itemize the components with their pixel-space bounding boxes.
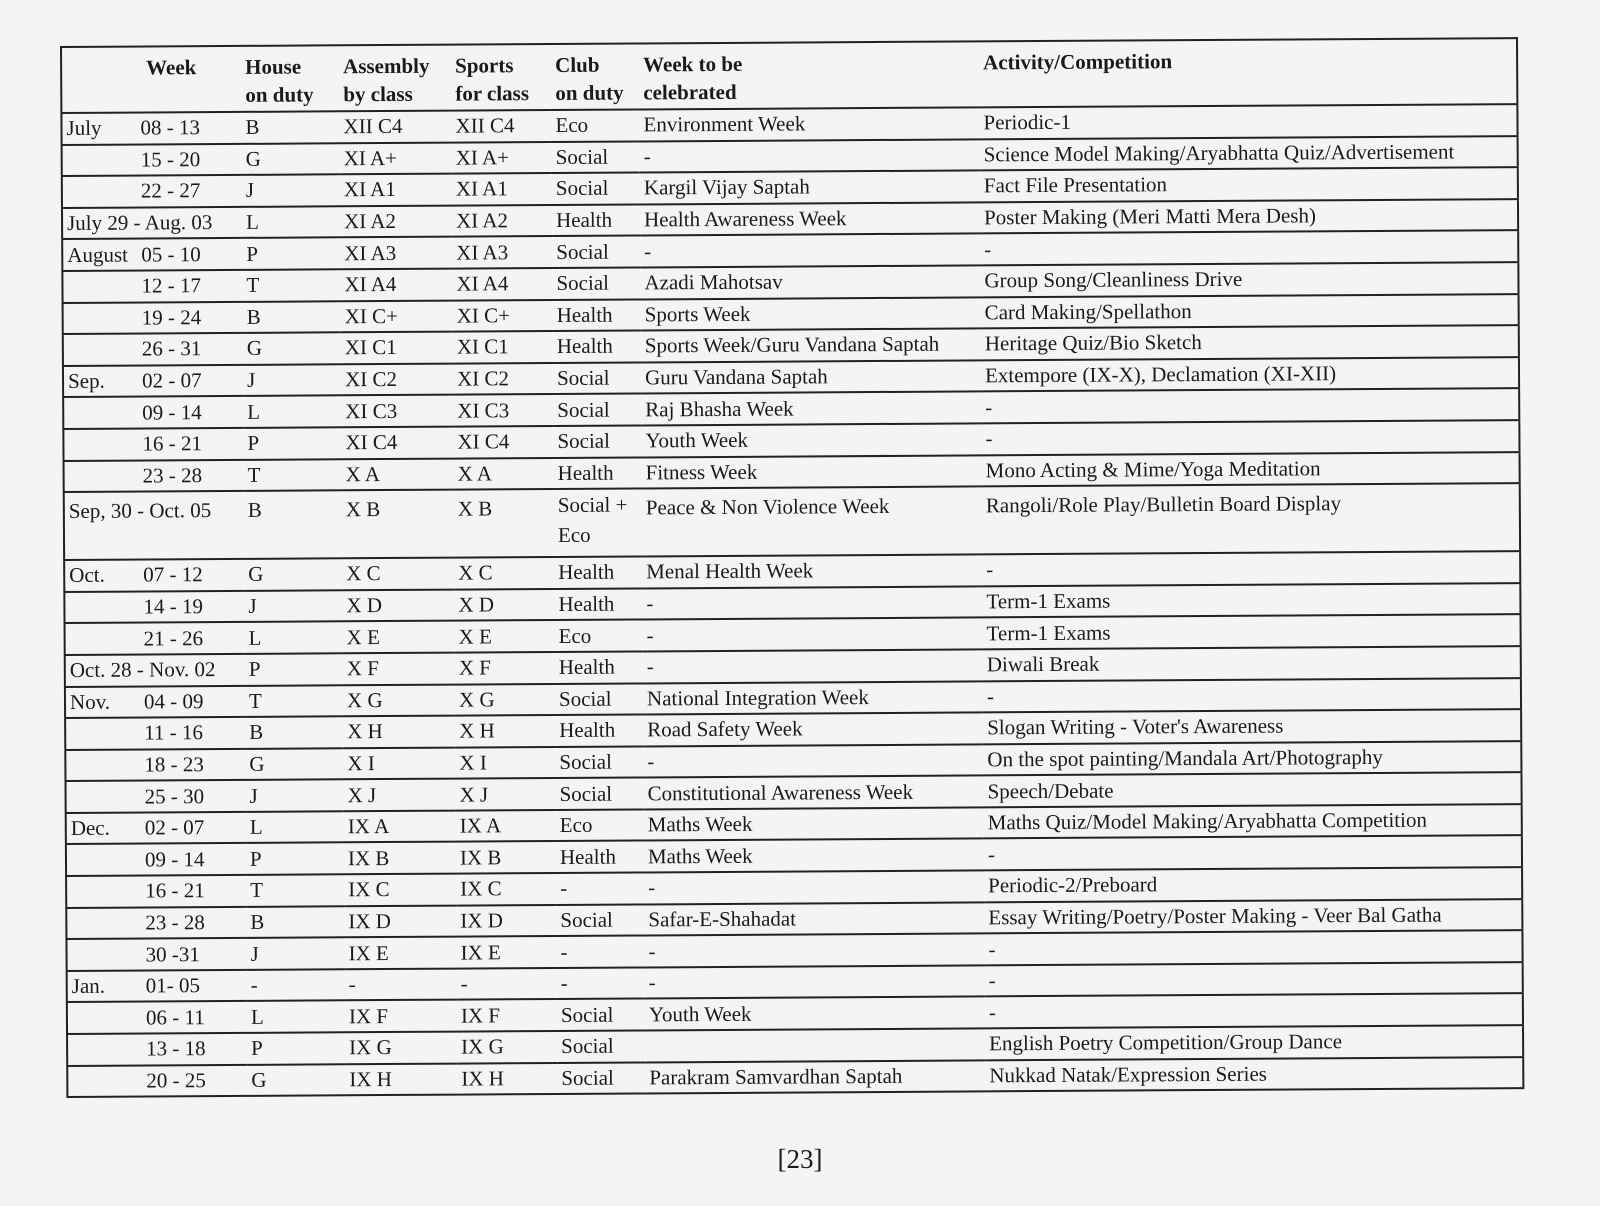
assembly-cell: XI C3 xyxy=(341,395,453,427)
sports-cell: X D xyxy=(454,589,554,621)
activity-cell: - xyxy=(983,678,1521,713)
week-range: Oct. 28 - Nov. 02 xyxy=(69,657,216,683)
sports-cell: XI C+ xyxy=(453,300,553,332)
club-cell: - xyxy=(556,873,644,905)
week-cell xyxy=(62,270,242,303)
week-celebrated-cell: Peace & Non Violence Week xyxy=(642,487,982,557)
week-cell xyxy=(66,907,246,940)
assembly-cell: XI C+ xyxy=(341,300,453,332)
sports-cell: XI C1 xyxy=(453,331,553,363)
house-cell: G xyxy=(243,332,341,364)
week-range: 01- 05 xyxy=(145,973,201,998)
assembly-cell: XI A4 xyxy=(340,269,452,301)
week-cell xyxy=(64,559,244,592)
month-label: Jan. xyxy=(71,973,106,999)
sports-cell: XI A2 xyxy=(452,205,552,237)
activity-cell: Poster Making (Meri Matti Mera Desh) xyxy=(980,199,1518,234)
week-range: 22 - 27 xyxy=(140,178,201,203)
week-cell xyxy=(66,843,246,876)
week-celebrated-cell: Environment Week xyxy=(639,107,979,141)
club-cell: Health xyxy=(554,557,642,589)
header-assembly: Assembly by class xyxy=(339,45,451,112)
sports-cell: X J xyxy=(455,778,555,810)
activity-cell: Term-1 Exams xyxy=(982,583,1520,618)
week-celebrated-cell: Fitness Week xyxy=(642,455,982,489)
assembly-cell: XI C1 xyxy=(341,332,453,364)
week-cell xyxy=(62,238,242,271)
week-cell xyxy=(66,875,246,908)
activity-cell: - xyxy=(981,420,1519,455)
assembly-cell: XI A+ xyxy=(340,142,452,174)
assembly-cell: X D xyxy=(342,589,454,621)
assembly-cell: XI A1 xyxy=(340,174,452,206)
week-celebrated-cell xyxy=(645,1028,985,1062)
assembly-cell: IX C xyxy=(344,874,456,906)
week-cell xyxy=(64,491,244,560)
activity-cell: English Poetry Competition/Group Dance xyxy=(985,1025,1523,1060)
sports-cell: XI C2 xyxy=(453,363,553,395)
week-range: 25 - 30 xyxy=(144,783,205,809)
assembly-cell: XII C4 xyxy=(339,111,451,143)
week-cell xyxy=(65,749,245,782)
week-cell xyxy=(66,812,246,845)
sports-cell: XI C3 xyxy=(453,394,553,426)
week-cell xyxy=(61,112,241,145)
week-celebrated-cell: Sports Week xyxy=(641,297,981,331)
week-celebrated-cell: Azadi Mahotsav xyxy=(640,265,980,299)
house-cell: B xyxy=(246,906,344,938)
club-cell: Social xyxy=(553,362,641,394)
week-range: 19 - 24 xyxy=(141,305,202,330)
week-celebrated-cell: Sports Week/Guru Vandana Saptah xyxy=(641,329,981,363)
week-cell xyxy=(63,365,243,398)
week-range: 23 - 28 xyxy=(142,462,203,488)
house-cell: T xyxy=(244,459,342,491)
week-range: 16 - 21 xyxy=(145,878,205,903)
week-celebrated-cell: Raj Bhasha Week xyxy=(641,392,981,426)
activity-cell: - xyxy=(984,930,1522,965)
house-cell: B xyxy=(244,490,342,559)
week-celebrated-cell: Menal Health Week xyxy=(642,555,982,589)
house-cell: B xyxy=(243,301,341,333)
assembly-cell: IX G xyxy=(345,1032,457,1064)
activity-cell: - xyxy=(984,836,1522,871)
house-cell: G xyxy=(242,143,340,175)
club-cell: Social xyxy=(557,1062,645,1094)
club-cell: Social xyxy=(557,1030,645,1062)
month-label: Sep. xyxy=(67,368,105,394)
activity-cell: Periodic-2/Preboard xyxy=(984,867,1522,902)
club-cell: Health xyxy=(555,715,643,747)
week-celebrated-cell: Youth Week xyxy=(641,423,981,457)
assembly-cell: XI C4 xyxy=(341,427,453,459)
house-cell: T xyxy=(242,269,340,301)
week-range: 26 - 31 xyxy=(141,336,202,361)
activity-cell: Term-1 Exams xyxy=(983,614,1521,649)
month-label: Oct. xyxy=(69,563,105,588)
activity-cell: Essay Writing/Poetry/Poster Making - Veer Bal Gatha xyxy=(984,899,1522,934)
table-body xyxy=(61,104,1523,1097)
sports-cell: X C xyxy=(454,557,554,589)
club-cell: Social xyxy=(553,425,641,457)
assembly-cell: X H xyxy=(343,716,455,748)
house-cell: G xyxy=(244,558,342,590)
activity-cell: Slogan Writing - Voter's Awareness xyxy=(983,709,1521,744)
house-cell: J xyxy=(242,174,340,206)
week-cell xyxy=(67,1065,247,1098)
club-cell: Social xyxy=(555,778,643,810)
sports-cell: X I xyxy=(455,747,555,779)
week-cell xyxy=(66,938,246,971)
week-cell xyxy=(64,459,244,492)
week-range: 13 - 18 xyxy=(146,1036,206,1061)
week-range: 04 - 09 xyxy=(143,688,204,714)
house-cell: P xyxy=(246,843,344,875)
month-label: Dec. xyxy=(70,815,110,841)
week-cell xyxy=(63,396,243,429)
week-cell xyxy=(63,428,243,461)
sports-cell: XI C4 xyxy=(453,426,553,458)
page-number: [23] xyxy=(777,1144,823,1174)
club-cell: Health xyxy=(554,457,642,489)
assembly-cell: X F xyxy=(343,653,455,685)
sports-cell: XI A+ xyxy=(452,142,552,174)
week-range: 07 - 12 xyxy=(143,562,203,587)
activity-cell: Rangoli/Role Play/Bulletin Board Display xyxy=(982,483,1520,554)
club-cell: Social + Eco xyxy=(554,489,642,558)
week-range: 16 - 21 xyxy=(142,431,203,456)
sports-cell: XII C4 xyxy=(451,110,551,142)
week-celebrated-cell: Guru Vandana Saptah xyxy=(641,360,981,394)
house-cell: J xyxy=(246,938,344,970)
assembly-cell: X E xyxy=(343,621,455,653)
week-celebrated-cell: National Integration Week xyxy=(643,681,983,715)
week-celebrated-cell: - xyxy=(643,618,983,652)
week-range: 12 - 17 xyxy=(141,273,202,298)
club-cell: Health xyxy=(555,651,643,683)
activity-cell: Maths Quiz/Model Making/Aryabhatta Competition xyxy=(984,804,1522,839)
club-cell: Social xyxy=(557,999,645,1031)
activity-cell: Nukkad Natak/Expression Series xyxy=(985,1057,1523,1092)
activity-cell: Speech/Debate xyxy=(983,772,1521,807)
sports-cell: IX C xyxy=(456,873,556,905)
sports-cell: IX H xyxy=(457,1063,557,1095)
assembly-cell: IX E xyxy=(344,937,456,969)
schedule-sheet xyxy=(60,37,1524,1098)
assembly-cell: IX B xyxy=(344,842,456,874)
house-cell: L xyxy=(246,811,344,843)
week-celebrated-cell: - xyxy=(643,744,983,778)
week-range: 15 - 20 xyxy=(140,147,201,172)
sports-cell: IX A xyxy=(456,810,556,842)
club-cell: Social xyxy=(556,904,644,936)
activity-cell: Periodic-1 xyxy=(979,104,1517,139)
club-cell: - xyxy=(556,936,644,968)
house-cell: L xyxy=(243,396,341,428)
week-range: 18 - 23 xyxy=(144,752,204,777)
week-celebrated-cell: - xyxy=(645,965,985,999)
activity-cell: Science Model Making/Aryabhatta Quiz/Advertisement xyxy=(980,136,1518,171)
month-label: Nov. xyxy=(69,689,111,714)
sports-cell: IX G xyxy=(457,1031,557,1063)
week-range: 11 - 16 xyxy=(144,720,203,745)
activity-cell: - xyxy=(981,388,1519,423)
week-cell xyxy=(65,717,245,750)
sports-cell: XI A4 xyxy=(452,268,552,300)
assembly-cell: IX A xyxy=(344,810,456,842)
week-range: 02 - 07 xyxy=(144,815,205,840)
week-range: 30 -31 xyxy=(145,941,200,967)
sports-cell: - xyxy=(457,968,557,1000)
header-house: House on duty xyxy=(241,45,339,112)
activity-cell: - xyxy=(985,962,1523,997)
club-cell: Social xyxy=(555,746,643,778)
week-cell xyxy=(65,654,245,687)
assembly-cell: IX F xyxy=(345,1000,457,1032)
week-celebrated-cell: - xyxy=(644,934,984,968)
activity-cell: - xyxy=(985,994,1523,1029)
week-cell xyxy=(65,622,245,655)
week-cell xyxy=(62,143,242,176)
week-range: 09 - 14 xyxy=(142,399,202,425)
week-range: 14 - 19 xyxy=(143,594,203,619)
week-celebrated-cell: Youth Week xyxy=(645,997,985,1031)
week-celebrated-cell: - xyxy=(643,649,983,683)
sports-cell: X G xyxy=(455,683,555,715)
club-cell: Eco xyxy=(555,620,643,652)
club-cell: Health xyxy=(556,841,644,873)
sports-cell: X F xyxy=(455,652,555,684)
week-cell xyxy=(65,780,245,813)
week-celebrated-cell: Constitutional Awareness Week xyxy=(643,776,983,810)
sports-cell: X B xyxy=(454,489,554,558)
week-celebrated-cell: Parakram Samvardhan Saptah xyxy=(645,1060,985,1094)
activity-cell: - xyxy=(982,551,1520,586)
house-cell: P xyxy=(245,653,343,685)
house-cell: L xyxy=(242,206,340,238)
header-week-celebrated: Week to be celebrated xyxy=(639,41,979,109)
house-cell: J xyxy=(243,364,341,396)
house-cell: P xyxy=(242,238,340,270)
week-range: 06 - 11 xyxy=(145,1004,205,1030)
club-cell: Social xyxy=(552,267,640,299)
week-cell xyxy=(65,685,245,718)
week-celebrated-cell: Safar-E-Shahadat xyxy=(644,902,984,936)
week-celebrated-cell: Road Safety Week xyxy=(643,712,983,746)
week-cell xyxy=(63,333,243,366)
activity-cell: On the spot painting/Mandala Art/Photography xyxy=(983,741,1521,776)
house-cell: - xyxy=(247,969,345,1001)
house-cell: L xyxy=(247,1001,345,1033)
assembly-cell: XI A2 xyxy=(340,205,452,237)
sports-cell: IX F xyxy=(457,999,557,1031)
house-cell: G xyxy=(245,748,343,780)
activity-cell: Group Song/Cleanliness Drive xyxy=(980,262,1518,297)
header-sports: Sports for class xyxy=(451,44,551,111)
week-cell xyxy=(62,207,242,240)
club-cell: Social xyxy=(555,683,643,715)
month-label: August xyxy=(67,242,129,267)
table-row xyxy=(64,483,1520,560)
week-celebrated-cell: - xyxy=(644,870,984,904)
house-cell: J xyxy=(244,590,342,622)
week-celebrated-cell: Maths Week xyxy=(644,839,984,873)
club-cell: Social xyxy=(552,141,640,173)
week-cell xyxy=(67,1001,247,1034)
week-range: 23 - 28 xyxy=(145,910,205,935)
sports-cell: X H xyxy=(455,715,555,747)
assembly-cell: XI A3 xyxy=(340,237,452,269)
sports-cell: XI A1 xyxy=(452,173,552,205)
activity-cell: - xyxy=(980,230,1518,265)
week-range: 20 - 25 xyxy=(146,1068,206,1093)
week-cell xyxy=(67,970,247,1003)
week-cell xyxy=(62,175,242,208)
week-range: 08 - 13 xyxy=(140,115,201,140)
assembly-cell: X A xyxy=(342,458,454,490)
house-cell: J xyxy=(245,780,343,812)
club-cell: Health xyxy=(553,331,641,363)
week-celebrated-cell: Maths Week xyxy=(644,807,984,841)
sports-cell: X E xyxy=(455,620,555,652)
assembly-cell: X B xyxy=(342,490,454,559)
week-range: Sep, 30 - Oct. 05 xyxy=(68,498,212,524)
club-cell: Social xyxy=(553,394,641,426)
assembly-cell: - xyxy=(345,968,457,1000)
table-header-row xyxy=(61,38,1517,113)
month-label: July xyxy=(66,116,102,141)
activity-cell: Extempore (IX-X), Declamation (XI-XII) xyxy=(981,357,1519,392)
sports-cell: X A xyxy=(454,458,554,490)
week-range: 05 - 10 xyxy=(141,241,201,267)
house-cell: P xyxy=(247,1032,345,1064)
activity-cell: Fact File Presentation xyxy=(980,167,1518,202)
club-cell: Eco xyxy=(551,109,639,141)
club-cell: Social xyxy=(552,236,640,268)
sports-cell: IX E xyxy=(456,936,556,968)
week-range: July 29 - Aug. 03 xyxy=(67,210,213,236)
house-cell: B xyxy=(245,716,343,748)
header-week: Week xyxy=(61,46,241,113)
activity-cell: Mono Acting & Mime/Yoga Meditation xyxy=(982,452,1520,487)
sports-cell: IX B xyxy=(456,841,556,873)
club-cell: Health xyxy=(553,299,641,331)
activity-cell: Heritage Quiz/Bio Sketch xyxy=(981,325,1519,360)
club-cell: - xyxy=(557,967,645,999)
house-cell: P xyxy=(243,427,341,459)
assembly-cell: X I xyxy=(343,747,455,779)
week-range: 02 - 07 xyxy=(141,368,202,393)
activity-cell: Card Making/Spellathon xyxy=(981,294,1519,329)
week-celebrated-cell: Health Awareness Week xyxy=(640,202,980,236)
club-cell: Health xyxy=(554,588,642,620)
week-celebrated-cell: Kargil Vijay Saptah xyxy=(640,171,980,205)
club-cell: Health xyxy=(552,204,640,236)
house-cell: T xyxy=(246,874,344,906)
house-cell: L xyxy=(245,622,343,654)
week-cell xyxy=(63,301,243,334)
assembly-cell: X C xyxy=(342,558,454,590)
club-cell: Eco xyxy=(556,809,644,841)
house-cell: T xyxy=(245,685,343,717)
week-cell xyxy=(64,591,244,624)
assembly-cell: XI C2 xyxy=(341,363,453,395)
assembly-cell: IX D xyxy=(344,905,456,937)
week-range: 09 - 14 xyxy=(144,846,205,872)
assembly-cell: X G xyxy=(343,684,455,716)
sports-cell: IX D xyxy=(456,905,556,937)
house-cell: B xyxy=(241,111,339,143)
activity-cell: Diwali Break xyxy=(983,646,1521,681)
sports-cell: XI A3 xyxy=(452,236,552,268)
club-cell: Social xyxy=(552,173,640,205)
week-cell xyxy=(67,1033,247,1066)
assembly-cell: IX H xyxy=(345,1063,457,1095)
week-celebrated-cell: - xyxy=(640,139,980,173)
header-activity: Activity/Competition xyxy=(979,38,1517,107)
house-cell: G xyxy=(247,1064,345,1096)
week-celebrated-cell: - xyxy=(640,234,980,268)
header-club: Club on duty xyxy=(551,43,639,110)
assembly-cell: X J xyxy=(343,779,455,811)
week-celebrated-cell: - xyxy=(642,586,982,620)
activity-schedule-table xyxy=(60,37,1524,1098)
week-range: 21 - 26 xyxy=(143,625,204,651)
